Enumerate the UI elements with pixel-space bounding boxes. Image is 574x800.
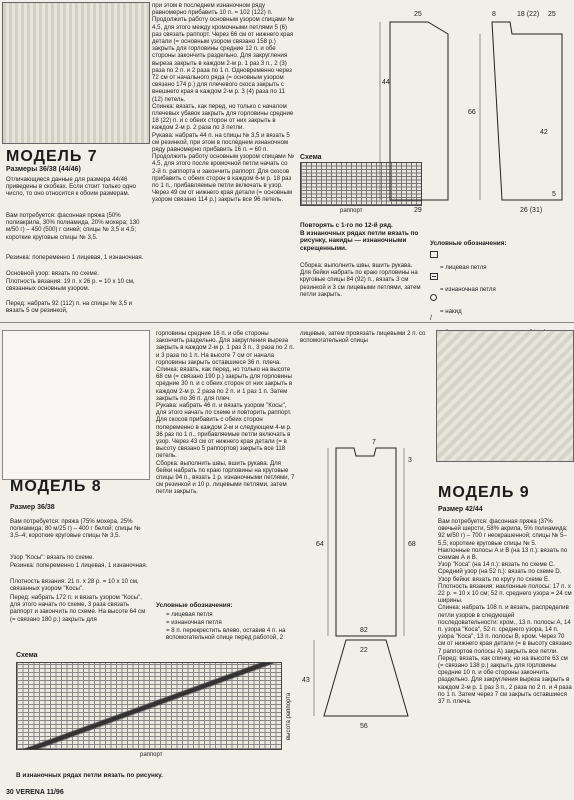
model7-gauge: Плотность вязания: 19 п. х 26 р. = 10 х 10 см, связанных основным узором. — [6, 278, 135, 293]
model7-scheme-label: Схема — [300, 154, 322, 161]
model7-dim-top-4: 25 — [548, 11, 556, 18]
model8-rapport-height: высота раппорта — [286, 692, 292, 740]
model8-schematic — [300, 350, 434, 742]
model8-dim-side-4: 22 — [360, 647, 368, 654]
model7-dim-bottom-1: 29 — [414, 207, 422, 214]
model7-legend-yarnover — [430, 293, 572, 315]
model9-title: МОДЕЛЬ 9 — [438, 484, 530, 501]
model7-legend-item-2: = изнаночная петля — [440, 286, 496, 294]
model7-assembly: Сборка: выполнить швы, вшить рукава. Для бейки набрать по краю горловины на круговые спицы 84 (92) п., вязать 3 см резинкой и 3 см лицевыми петлями, затем петли закрыть. — [300, 262, 421, 298]
model8-rib: Резинка: попеременно 1 лицевая, 1 изнаночная. — [10, 562, 148, 569]
model8-scheme-grid — [16, 662, 282, 750]
model7-sweater-photo — [2, 2, 150, 144]
model7-rib: Резинка: попеременно 1 лицевая, 1 изнаночная. — [6, 254, 144, 261]
model8-gauge: Плотность вязания: 21 п. х 28 р. = 10 х 10 см, связанных узором "Косы". — [10, 578, 139, 593]
model8-scheme-rapport: раппорт — [140, 752, 163, 758]
model7-legend-purl — [430, 272, 572, 294]
model8-materials: Вам потребуется: пряжа (75% мохера, 25% полиамида; 80 м/25 г) – 400 г белой; спицы № 3,5–4; короткие круговые спицы № 3,5. — [10, 518, 141, 540]
legend-slash-icon: / — [430, 314, 432, 322]
model7-dim-top-3: 18 (22) — [517, 11, 540, 18]
model7-legend-item-1: = лицевая петля — [440, 264, 487, 272]
model7-dim-side-3: 42 — [540, 129, 548, 136]
model8-title: МОДЕЛЬ 8 — [10, 478, 102, 495]
model7-dim-top-1: 25 — [414, 11, 422, 18]
model7-dim-side-2: 66 — [468, 109, 476, 116]
model8-kosy: Узор "Косы": вязать по схеме. — [10, 554, 95, 561]
model7-schematic — [372, 4, 572, 216]
model7-front: Перед: набрать 92 (112) п. на спицы № 3,5 и вязать 5 см резинкой, — [6, 300, 133, 315]
model8-legend-3: = 8 п. перекрестить влево, оставив 4 п. на вспомогательной спице перед работой, 2 — [166, 627, 286, 642]
model7-dim-bottom-2: 26 (31) — [520, 207, 543, 214]
model8-sizes: Размер 36/38 — [10, 504, 55, 511]
model8-dim-top-2: 3 — [408, 457, 412, 464]
legend-circle-icon — [430, 294, 437, 301]
model9-text: Вам потребуется: фасонная пряжа (37% овечьей шерсти, 58% акрила, 5% полиамида; 92 м/50 г) – 700 г неокрашенной; спицы № 5–5,5; короткие круговые спицы № 5. Наклонные полосы А и В (на 13 п.): вязать по схемам А и В. Узор "Коса" (на 14 п.): вязать по схеме С. Средний узор (на 52 п.): вязать по схеме D. Узор бейки: вязать по кругу по схеме Е. Плотность вязания: наклонные полосы: 17 п. х 22 р. = 10 х 10 см; 52 п. среднего узора = 24 см ширины. Спинка: набрать 108 п. и вязать, распределив петли узоров в следующей последовательности: кром., 13 п. полосы А, 14 п. узора "Коса", 52 п. среднего узора, 14 п. узора "Коса", 13 п. полосы В, кром. Через 70 см от нижнего края детали (= в высоту связано 7 раппортов полосы А) закрыть все петли. Перед: вязать, как спинку, но на высоте 63 см (= связано 138 р.) закрыть для горловины средние 10 п. и обе стороны закончить раздельно. Для закругления выреза закрыть в каждом 2-м р. 1 раз 3 п., 2 раза по 2 п. и 4 раза по 1 п. Затем через 7 см закрыть оставшиеся 37 п. плеча. — [438, 518, 572, 706]
model8-legend-1: = лицевая петля — [166, 611, 213, 618]
model8-column2: горловины средние 16 п. и обе стороны закончить раздельно. Для закругления выреза закрыть в каждом 2-м р. 1 раз 3 п., 3 раза по 2 п. и 3 раза по 1 п. На высоте 7 см от начала горловины закрыть оставшиеся 36 п. плеча. Спинка: вязать, как перед, но только на высоте 68 см (= связано 190 р.) закрыть для горловины средние 30 п. и с обеих сторон от них закрыть в каждом 2-м р. 2 раза по 2 п. и 1 раз 1 п. Затем закрыть по 36 п. для плеч. Рукава: набрать 46 п. и вязать узором "Косы", для этого начать по схеме и повторить раппорт. Для скосов прибавить с обеих сторон попеременно в каждом 2-м и следующем 4-м р. 36 раз по 1 п., прибавляемые петли включать в узор. Через 43 см от нижнего края детали (= в высоту связано 5 раппортов) закрыть все 118 петель. Сборка: выполнить швы, вшить рукава. Для бейки набрать по краю горловины на круговые спицы 94 п., вязать 1 р. изнаночными петлями, 7 см резинкой и 10 р. лицевыми петлями, затем петли закрыть. — [156, 330, 295, 496]
model7-legend-title: Условные обозначения: — [430, 240, 507, 247]
model7-dim-side-1: 44 — [382, 79, 390, 86]
model8-sweater-photo — [2, 330, 150, 480]
model8-scheme-label: Схема — [16, 652, 38, 659]
model9-sizes: Размер 42/44 — [438, 506, 483, 513]
model8-dim-side-1: 64 — [316, 541, 324, 548]
model7-dim-side-4: 5 — [552, 191, 556, 198]
model7-intro: Отличающиеся данные для размера 44/46 приведены в скобках. Если стоит только одно число, то оно относится к обоим размерам. — [6, 176, 136, 198]
model9-sweater-photo — [436, 330, 574, 462]
model7-sizes: Размеры 36/38 (44/46) — [6, 166, 81, 173]
model7-scheme-rapport: раппорт — [340, 208, 363, 214]
model7-legend-item-3: = накид — [440, 307, 462, 315]
model8-dim-side-3: 43 — [302, 677, 310, 684]
model8-bottom-note: В изнаночных рядах петли вязать по рисунку. — [16, 772, 163, 779]
model8-column3: лицевые, затем провязать лицевыми 2 п. со вспомогательной спицы — [300, 330, 426, 345]
page-footer: 30 VERENA 11/96 — [6, 789, 64, 796]
divider — [0, 322, 574, 323]
model7-materials: Вам потребуется: фасонная пряжа (50% полиакрила, 30% полиамида, 20% мохера; 130 м/50 г) – 450 (500) г синей; спицы № 3,5 и 4,5; короткие круговые спицы № 3,5. — [6, 212, 140, 241]
model8-front: Перед: набрать 172 п. и вязать узором "Косы", для этого начать по схеме, 3 раза связать раппорт и закончить по схеме. На высоте 64 см (= связано 180 р.) закрыть для — [10, 594, 146, 623]
model7-column2: при этом в последнем изнаночном ряду равномерно прибавить 10 п. = 102 (122) п. Продолжить работу основным узором спицами № 4,5, для этого между кромочными петлями 5 (6) раз связать раппорт. Через 66 см от нижнего края детали (= основным узором связано 158 р.) закрыть для горловины средние 12 п. и обе стороны закончить раздельно. Для закругления выреза закрыть в каждом 2-м р. 1 раз 3 п., 2 (3) раза по 2 п. и 2 раза по 1 п. Одновременно через 72 см от начального ряда (= основным узором связано 174 р.) для плечевого скоса закрыть с внешнего края в каждом 2-м р. 3 (4) раза по 11 (12) петель. Спинка: вязать, как перед, но только с началом плечевых убавок закрыть для горловины средние 18 (22) п. и с обеих сторон от них закрыть в каждом 2-м р. 2 раза по 3 петли. Рукава: набрать 44 п. на спицы № 3,5 и вязать 5 см резинкой, при этом в последнем изнаночном ряду равномерно прибавить 16 п. = 60 п. Продолжить работу основным узором спицами № 4,5, для этого после кромочной петли начать со 2-й п. раппорта и закончить раппорт. Для скосов прибавить с обеих сторон в каждом 6-м р. 18 раз по 1 п., прибавляемые петли включать в узор. Через 49 см от нижнего края детали (= основным узором связано 114 р.) закрыть все 96 петель. — [152, 2, 294, 204]
legend-dash-icon — [430, 273, 438, 280]
model7-dim-top-2: 8 — [492, 11, 496, 18]
model8-dim-bottom-1: 82 — [360, 627, 368, 634]
legend-box-icon — [430, 251, 438, 258]
model7-repeat-note: Повторять с 1-го по 12-й ряд. В изнаночных рядах петли вязать по рисунку, накиды — изнаночными скрещенными. — [300, 222, 419, 252]
model7-main-pattern: Основной узор: вязать по схеме. — [6, 270, 99, 277]
model7-title: МОДЕЛЬ 7 — [6, 148, 98, 165]
model8-legend-2: = изнаночная петля — [166, 619, 222, 626]
model8-legend-title: Условные обозначения: — [156, 602, 233, 609]
model8-dim-sleeve-1: 56 — [360, 723, 368, 730]
model8-dim-side-2: 68 — [408, 541, 416, 548]
model7-legend-knit — [430, 250, 572, 272]
model8-dim-top-1: 7 — [372, 439, 376, 446]
